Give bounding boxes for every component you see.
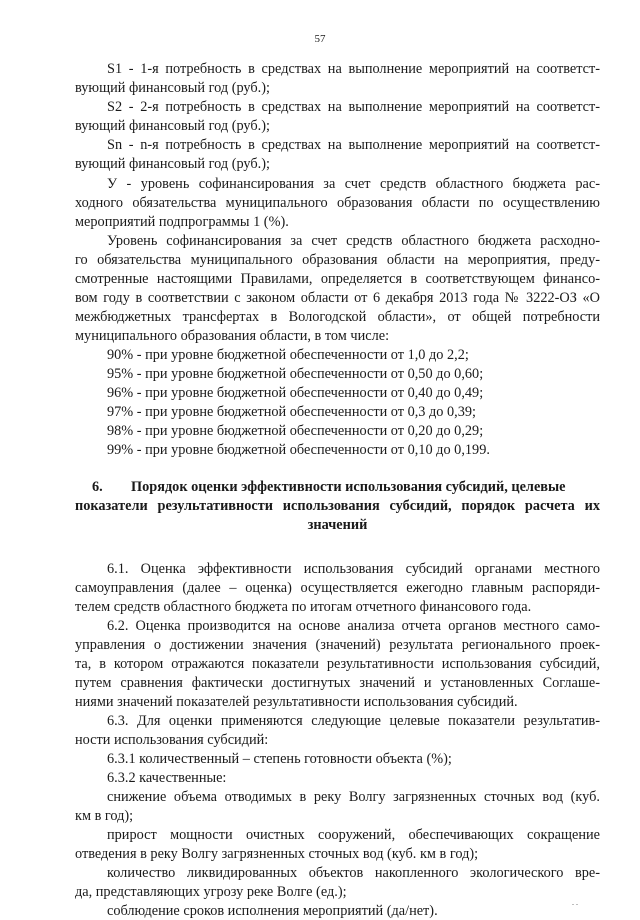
section-title: показатели результативности использования субсидий, порядок расчета их [75, 498, 600, 514]
text-line: 6.3.2 качественные: [107, 770, 227, 786]
section-title: Порядок оценки эффективности использования субсидий, целевые [131, 479, 566, 495]
text-line: смотренные настоящими Правилами, определяется в соответствующем финансо- [75, 271, 600, 287]
text-line: межбюджетных трансфертах в Вологодской области», от общей потребности [75, 309, 600, 325]
text-line: отведения в реку Волгу загрязненных сточных вод (куб. км в год); [75, 846, 479, 862]
section-title: значений [307, 517, 368, 533]
text-line: S2 - 2-я потребность в средствах на выполнение мероприятий на соответст- [107, 99, 600, 115]
text-line: У - уровень софинансирования за счет средств областного бюджета рас- [107, 176, 600, 192]
text-line: го обязательства муниципального образования области на мероприятия, преду- [75, 252, 600, 268]
text-line: Sn - n-я потребность в средствах на выполнение мероприятий на соответст- [107, 137, 600, 153]
text-line: самоуправления (далее – оценка) осуществляется ежегодно главным распоряди- [75, 580, 600, 596]
text-line: количество ликвидированных объектов накопленного экологического вре- [107, 865, 600, 881]
text-line: соблюдение сроков исполнения мероприятий (да/нет). [107, 903, 438, 919]
page-number: 57 [314, 33, 326, 45]
text-line: вующий финансовый год (руб.); [75, 156, 270, 172]
text-line: км в год); [75, 808, 134, 824]
list-item: 97% - при уровне бюджетной обеспеченности от 0,3 до 0,39; [107, 404, 477, 420]
list-item: 98% - при уровне бюджетной обеспеченности от 0,20 до 0,29; [107, 423, 484, 439]
text-line: управления о достижении значения (значений) результата регионального проек- [75, 637, 600, 653]
text-line: муниципального образования области, в том числе: [75, 328, 390, 344]
text-line: ниями значений показателей результативности использования субсидий. [75, 694, 518, 710]
text-line: да, представляющих угрозу реке Волге (ед.); [75, 884, 347, 900]
text-line: 6.3.1 количественный – степень готовности объекта (%); [107, 751, 452, 767]
text-line: 6.1. Оценка эффективности использования субсидий органами местного [107, 561, 600, 577]
section-number: 6. [92, 479, 103, 495]
text-line: вующий финансовый год (руб.); [75, 118, 270, 134]
text-line: вом году в соответствии с законом области от 6 декабря 2013 года № 3222-ОЗ «О [75, 290, 600, 306]
list-item: 90% - при уровне бюджетной обеспеченности от 1,0 до 2,2; [107, 347, 469, 363]
text-line: 6.3. Для оценки применяются следующие целевые показатели результатив- [107, 713, 600, 729]
text-line: путем сравнения фактически достигнутых значений и установленных Соглаше- [75, 675, 600, 691]
list-item: 96% - при уровне бюджетной обеспеченности от 0,40 до 0,49; [107, 385, 484, 401]
scan-mark: . . [572, 898, 578, 907]
text-line: Уровень софинансирования за счет средств областного бюджета расходно- [107, 233, 600, 249]
list-item: 99% - при уровне бюджетной обеспеченности от 0,10 до 0,199. [107, 442, 490, 458]
text-line: ности использования субсидий: [75, 732, 269, 748]
text-line: мероприятий подпрограммы 1 (%). [75, 214, 289, 230]
text-line: прирост мощности очистных сооружений, обеспечивающих сокращение [107, 827, 600, 843]
text-line: ходного обязательства муниципального образования области по осуществлению [75, 195, 600, 211]
text-line: та, в котором отражаются показатели результативности использования субсидий, [75, 656, 600, 672]
text-line: телем средств областного бюджета по итогам отчетного финансового года. [75, 599, 532, 615]
list-item: 95% - при уровне бюджетной обеспеченности от 0,50 до 0,60; [107, 366, 484, 382]
text-line: вующий финансовый год (руб.); [75, 80, 270, 96]
text-line: снижение объема отводимых в реку Волгу загрязненных сточных вод (куб. [107, 789, 600, 805]
text-line: 6.2. Оценка производится на основе анализа отчета органов местного само- [107, 618, 600, 634]
text-line: S1 - 1-я потребность в средствах на выполнение мероприятий на соответст- [107, 61, 600, 77]
